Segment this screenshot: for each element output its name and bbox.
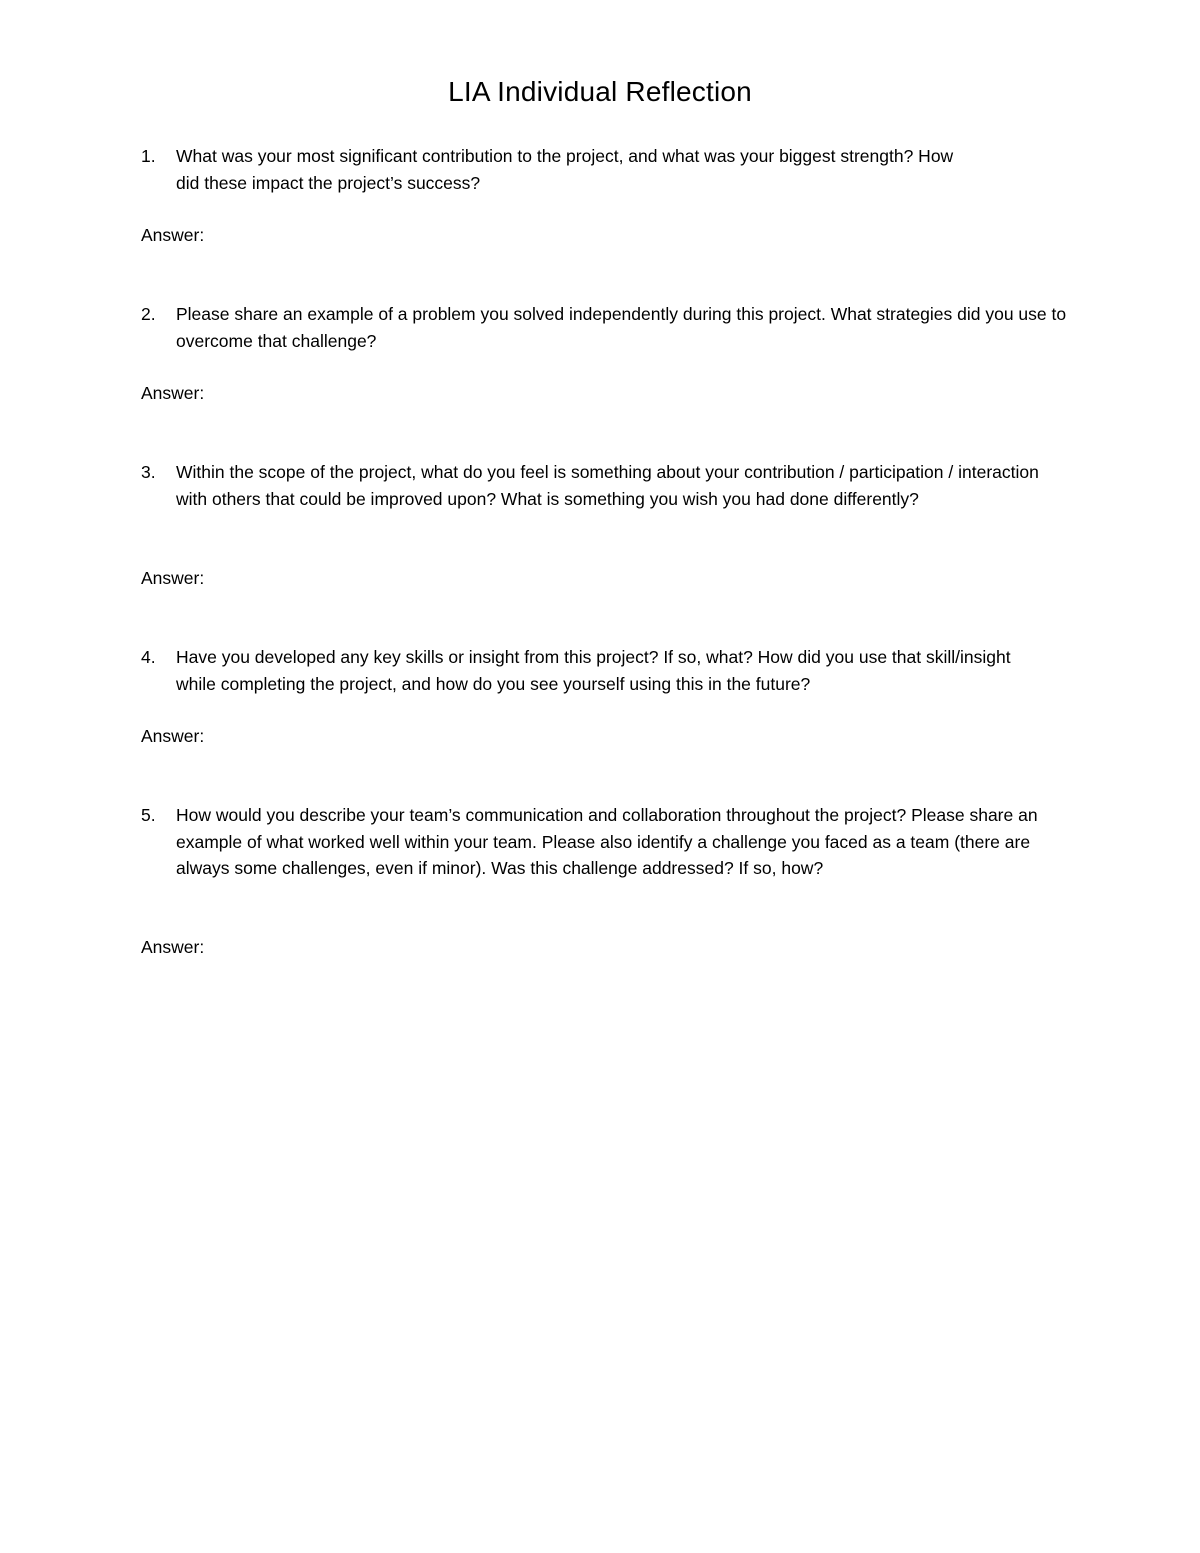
- answer-label-2: Answer:: [141, 383, 205, 403]
- question-text: Within the scope of the project, what do you feel is something about your contribution / participation / interaction with others that could be improved upon? What is something you wish you had done differently?: [176, 462, 1039, 509]
- question-number: 2.: [141, 304, 156, 324]
- question-text: How would you describe your team’s communication and collaboration throughout the project? Please share an example of what worked well within your team. Please also identify a challenge you faced as a team (there are always some challenges, even if minor). Was this challenge addressed? If so, how?: [176, 805, 1038, 878]
- question-number: 5.: [141, 805, 156, 825]
- answer-label-3: Answer:: [141, 568, 205, 588]
- question-number: 4.: [141, 647, 156, 667]
- question-text: Please share an example of a problem you solved independently during this project. What strategies did you use to overcome that challenge?: [176, 304, 1067, 351]
- page-title: LIA Individual Reflection: [448, 76, 752, 107]
- answer-label-5: Answer:: [141, 937, 205, 957]
- answer-label-1: Answer:: [141, 225, 205, 245]
- answer-label-4: Answer:: [141, 726, 205, 746]
- question-number: 3.: [141, 462, 156, 482]
- question-number: 1.: [141, 146, 156, 166]
- question-text: Have you developed any key skills or insight from this project? If so, what? How did you use that skill/insight while completing the project, and how do you see yourself using this in the future?: [176, 647, 1011, 694]
- question-text: What was your most significant contribution to the project, and what was your biggest strength? How did these impact the project’s success?: [176, 146, 954, 193]
